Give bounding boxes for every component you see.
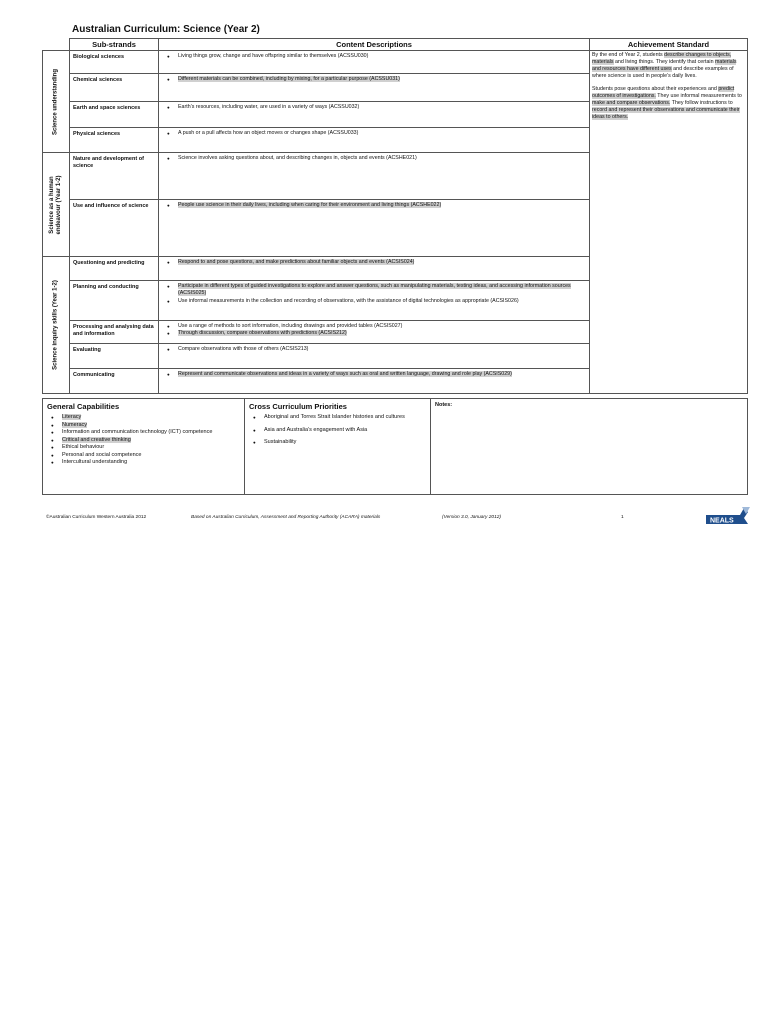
content-cell [159, 200, 590, 257]
footer-copyright: ©Australian Curriculum Western Australia 2012 [46, 515, 147, 520]
content-item [163, 330, 585, 337]
content-cell [159, 128, 590, 153]
content-cell [159, 281, 590, 321]
content-item-text: Respond to and pose questions, and make predictions about familiar objects and events (ACSIS024) [178, 259, 415, 265]
content-item [163, 53, 585, 60]
substrand-cell: Evaluating [70, 344, 159, 369]
strand-label-line: Science inquiry skills (Year 1-2) [52, 280, 59, 370]
bottom-boxes [42, 398, 748, 495]
header-content-descriptions: Content Descriptions [159, 39, 590, 51]
header-achievement-standard: Achievement Standard [590, 39, 748, 51]
content-list [163, 104, 585, 111]
achievement-standard-continued [590, 153, 748, 394]
content-item-text: Through discussion, compare observations with predictions (ACSIS212) [178, 330, 347, 337]
content-item [163, 298, 585, 305]
substrand-cell: Chemical sciences [70, 74, 159, 102]
achievement-segment: Students pose questions about their experiences and [592, 86, 719, 92]
achievement-segment: materials and resources have different uses [592, 59, 737, 72]
notes-title: Notes: [435, 402, 453, 408]
strand-label [53, 280, 60, 370]
neals-logo [704, 506, 750, 526]
achievement-segment: predict outcomes of investigations. [592, 86, 735, 99]
substrand-cell: Physical sciences [70, 128, 159, 153]
cross-curriculum-box [245, 399, 431, 495]
achievement-segment: describe changes to objects, materials [592, 52, 732, 65]
content-item [163, 346, 585, 353]
content-item-text: A push or a pull affects how an object moves or changes shape (ACSSU033) [178, 130, 359, 136]
general-capability-item [47, 437, 240, 445]
curriculum-table [42, 38, 748, 394]
content-cell [159, 321, 590, 344]
achievement-segment: and living things. They identify that certain [613, 59, 715, 65]
svg-text:NEALS: NEALS [710, 517, 734, 525]
table-row [43, 51, 748, 74]
substrand-cell: Earth and space sciences [70, 102, 159, 128]
general-capability-item [47, 429, 240, 437]
content-item-text: Participate in different types of guided investigations to explore and answer questions, such as manipulating materials, testing ideas, and accessing information sources (ACSIS025) [178, 283, 571, 297]
general-capability-item [47, 459, 240, 467]
achievement-segment: By the end of Year 2, students [592, 52, 665, 58]
content-item-text: Different materials can be combined, including by mixing, for a particular purpose (ACSSU031) [178, 76, 400, 82]
achievement-segment: record and represent their observations and communicate their ideas to others. [592, 107, 740, 120]
content-cell [159, 344, 590, 369]
strand-label [49, 175, 63, 234]
footer-based-on: Based on Australian Curriculum, Assessment and Reporting Authority (ACARA) materials [191, 515, 381, 520]
content-item-text: Use informal measurements in the collection and recording of observations, with the assistance of digital technologies as appropriate (ACSIS026) [178, 297, 519, 304]
content-item [163, 259, 585, 266]
content-list [163, 130, 585, 137]
general-capability-text: Numeracy [62, 421, 88, 428]
footer-page-number: 1 [621, 515, 624, 520]
content-item [163, 76, 585, 83]
content-list [163, 53, 585, 60]
achievement-segment: They follow instructions to [670, 100, 733, 106]
content-cell [159, 369, 590, 394]
general-capability-text: Personal and social competence [62, 451, 142, 458]
content-item-text: Compare observations with those of others (ACSIS213) [178, 346, 309, 352]
strand-label-line: Science understanding [52, 68, 59, 135]
achievement-segment: and describe examples of where science is used in people’s daily lives. [592, 66, 734, 79]
general-capabilities-list [47, 414, 240, 467]
substrand-cell: Questioning and predicting [70, 257, 159, 281]
content-list [163, 155, 585, 162]
general-capability-item [47, 422, 240, 430]
content-item-text: Represent and communicate observations and ideas in a variety of ways such as oral and written language, drawing and role play (ACSIS029) [178, 371, 512, 377]
cross-curriculum-item: ● Asia and Australia’s engagement with Asia [249, 427, 426, 435]
strand-cell [43, 51, 70, 153]
content-item [163, 104, 585, 111]
table-row [43, 153, 748, 200]
substrand-cell: Planning and conducting [70, 281, 159, 321]
content-list [163, 323, 585, 338]
content-list [163, 259, 585, 266]
document-title: Australian Curriculum: Science (Year 2) [72, 24, 260, 35]
strand-label-line: Science as a human [49, 175, 55, 234]
achievement-segment: They use informal measurements to [655, 93, 742, 99]
content-item [163, 323, 585, 330]
content-item-text: People use science in their daily lives, including when caring for their environment and living things (ACSHE022) [178, 202, 442, 208]
cross-curriculum-list [249, 414, 426, 447]
general-capability-item [47, 444, 240, 452]
strand-label [53, 68, 60, 134]
content-item-text: Science involves asking questions about, and describing changes in, objects and events (ACSHE021) [178, 155, 417, 161]
footer-version: (Version 3.0, January 2012) [442, 515, 502, 520]
strand-cell [43, 257, 70, 394]
header-substrands: Sub-strands [70, 39, 159, 51]
achievement-paragraph [592, 52, 745, 80]
strand-label-line: endeavour (Year 1-2) [56, 174, 62, 235]
substrand-cell: Biological sciences [70, 51, 159, 74]
substrand-cell: Use and influence of science [70, 200, 159, 257]
content-cell [159, 257, 590, 281]
substrand-cell: Processing and analysing data and information [70, 321, 159, 344]
content-list [163, 76, 585, 83]
general-capabilities-title: General Capabilities [47, 402, 120, 411]
general-capability-text: Critical and creative thinking [62, 436, 131, 443]
substrand-cell: Nature and development of science [70, 153, 159, 200]
content-item [163, 130, 585, 137]
content-list [163, 371, 585, 378]
content-item-text: Living things grow, change and have offspring similar to themselves (ACSSU030) [178, 53, 369, 59]
content-cell [159, 153, 590, 200]
strand-cell [43, 153, 70, 257]
content-list [163, 202, 585, 209]
content-item [163, 371, 585, 378]
substrand-cell: Communicating [70, 369, 159, 394]
cross-curriculum-title: Cross Curriculum Priorities [249, 402, 347, 411]
general-capability-text: Information and communication technology (ICT) competence [62, 429, 213, 435]
cross-curriculum-item: ● Aboriginal and Torres Strait Islander histories and cultures [249, 414, 426, 422]
content-list [163, 346, 585, 353]
content-item [163, 202, 585, 209]
achievement-standard-cell [590, 51, 748, 153]
general-capabilities-box [43, 399, 245, 495]
content-cell [159, 51, 590, 74]
general-capability-text: Intercultural understanding [62, 459, 128, 465]
notes-box [431, 399, 748, 495]
content-cell [159, 102, 590, 128]
content-item-text: Earth’s resources, including water, are used in a variety of ways (ACSSU032) [178, 104, 360, 110]
general-capability-text: Ethical behaviour [62, 444, 105, 450]
content-item-text: Use a range of methods to sort information, including drawings and provided tables (ACSIS027) [178, 323, 403, 329]
table-header-row [43, 39, 748, 51]
achievement-segment: make and compare observations. [592, 100, 671, 106]
general-capability-text: Literacy [62, 414, 82, 420]
content-item [163, 155, 585, 162]
general-capability-item [47, 452, 240, 460]
achievement-paragraph [592, 86, 745, 121]
general-capability-item [47, 414, 240, 422]
content-item [163, 283, 585, 298]
content-list [163, 283, 585, 305]
cross-curriculum-item: ● Sustainability [249, 439, 426, 447]
content-cell [159, 74, 590, 102]
